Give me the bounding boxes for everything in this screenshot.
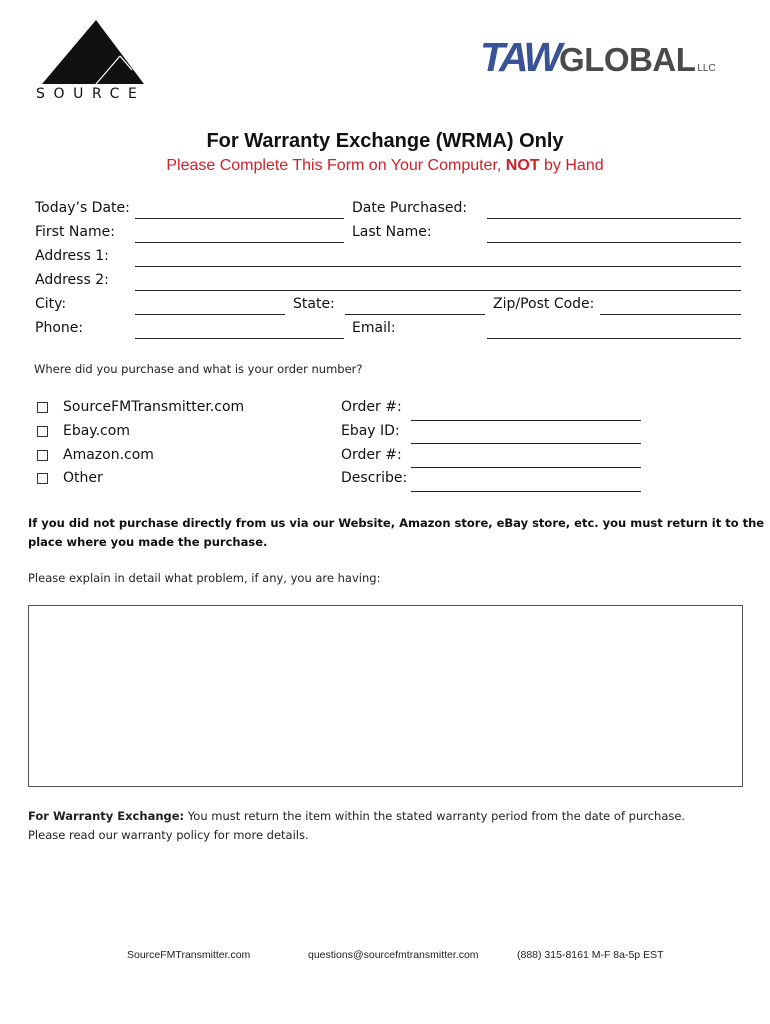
last-name-field[interactable] — [487, 242, 741, 243]
source-wordmark: SOURCE — [36, 86, 146, 102]
order-number-field-2[interactable] — [411, 467, 641, 468]
checkbox-amazon[interactable] — [37, 450, 48, 461]
state-label: State: — [293, 296, 335, 312]
problem-prompt: Please explain in detail what problem, if any, you are having: — [28, 571, 381, 585]
address2-label: Address 2: — [35, 272, 109, 288]
warranty-policy — [28, 807, 685, 845]
zip-label: Zip/Post Code: — [493, 296, 595, 312]
first-name-label: First Name: — [35, 224, 115, 240]
taw-global-logo — [480, 34, 716, 81]
checkbox-sourcefm[interactable] — [37, 402, 48, 413]
phone-label: Phone: — [35, 320, 84, 336]
address2-field[interactable] — [135, 290, 741, 291]
problem-textarea[interactable] — [28, 605, 743, 787]
zip-field[interactable] — [600, 314, 741, 315]
date-purchased-field[interactable] — [487, 218, 741, 219]
order-number-label-1: Order #: — [341, 399, 402, 415]
option-sourcefm-label: SourceFMTransmitter.com — [63, 399, 245, 415]
purchase-notice — [28, 514, 764, 552]
describe-label: Describe: — [341, 470, 408, 486]
global-text: GLOBAL — [559, 41, 696, 78]
footer-phone: (888) 315-8161 M-F 8a-5p EST — [517, 949, 664, 961]
last-name-label: Last Name: — [352, 224, 432, 240]
notice-line-1: If you did not purchase directly from us via our Website, Amazon store, eBay store, etc. you must return it to the — [28, 516, 765, 530]
llc-text: LLC — [697, 63, 716, 74]
order-number-field-1[interactable] — [411, 420, 641, 421]
footer-email: questions@sourcefmtransmitter.com — [308, 949, 479, 961]
purchase-question: Where did you purchase and what is your order number? — [34, 362, 363, 376]
first-name-field[interactable] — [135, 242, 344, 243]
todays-date-label: Today’s Date: — [35, 200, 130, 216]
subtitle-not: NOT — [505, 157, 540, 174]
notice-line-2: place where you made the purchase. — [28, 535, 268, 549]
phone-field[interactable] — [135, 338, 344, 339]
policy-line-2: Please read our warranty policy for more details. — [28, 828, 309, 842]
policy-text: You must return the item within the stated warranty period from the date of purchase. — [184, 809, 686, 823]
checkbox-ebay[interactable] — [37, 426, 48, 437]
email-field[interactable] — [487, 338, 741, 339]
taw-text: TAW — [480, 34, 560, 80]
subtitle-post: by Hand — [539, 157, 604, 174]
date-purchased-label: Date Purchased: — [352, 200, 468, 216]
option-amazon-label: Amazon.com — [63, 447, 154, 463]
state-field[interactable] — [345, 314, 485, 315]
ebay-id-label: Ebay ID: — [341, 423, 400, 439]
address1-field[interactable] — [135, 266, 741, 267]
form-subtitle — [0, 157, 770, 175]
city-field[interactable] — [135, 314, 285, 315]
option-other-label: Other — [63, 470, 103, 486]
order-number-label-2: Order #: — [341, 447, 402, 463]
describe-field[interactable] — [411, 491, 641, 492]
footer-website: SourceFMTransmitter.com — [127, 949, 251, 961]
address1-label: Address 1: — [35, 248, 109, 264]
checkbox-other[interactable] — [37, 473, 48, 484]
todays-date-field[interactable] — [135, 218, 344, 219]
option-ebay-label: Ebay.com — [63, 423, 130, 439]
subtitle-pre: Please Complete This Form on Your Computer, — [166, 157, 506, 174]
form-title: For Warranty Exchange (WRMA) Only — [206, 130, 564, 152]
policy-bold: For Warranty Exchange: — [28, 809, 185, 823]
ebay-id-field[interactable] — [411, 443, 641, 444]
city-label: City: — [35, 296, 67, 312]
email-label: Email: — [352, 320, 396, 336]
